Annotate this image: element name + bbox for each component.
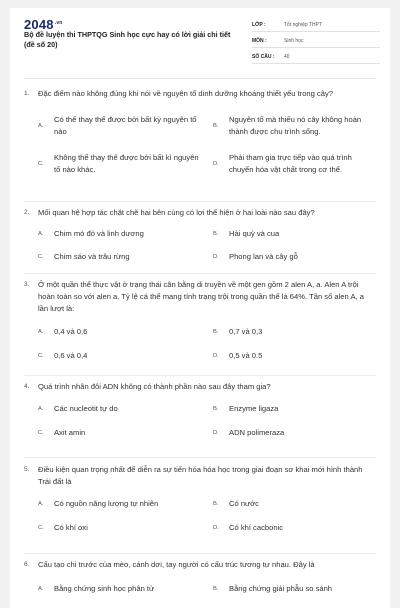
option-d[interactable]: D. 0,5 và 0.5 <box>213 351 263 360</box>
meta-grade <box>252 19 380 32</box>
site-logo[interactable]: $2048^{.vn}$ <box>24 17 63 32</box>
question-4 <box>24 381 376 439</box>
question-2 <box>24 207 376 263</box>
option-b[interactable]: B. 0,7 và 0,3 <box>213 327 263 336</box>
question-separator <box>24 553 376 554</box>
question-separator <box>24 201 376 202</box>
option-c[interactable]: C. Chim sáo và trâu rừng <box>38 252 130 261</box>
question-text: Điều kiện quan trọng nhất để diễn ra sự tiến hóa hóa học trong giai đoạn sơ khai mới hình thành Trái đất là <box>38 465 363 486</box>
meta-count-label: SỐ CÂU : <box>252 54 275 60</box>
question-3 <box>24 279 376 362</box>
option-c[interactable]: C. 0,6 và 0,4 <box>38 351 88 360</box>
option-a[interactable]: A. Chim mỏ đỏ và linh dương <box>38 229 144 238</box>
document-page <box>10 8 390 608</box>
option-c[interactable]: C. Không thể thay thế được bởi bất kì nguyên tố nào khác. <box>38 153 199 174</box>
option-a[interactable]: A. Bằng chứng sinh học phân tử <box>38 584 155 593</box>
meta-subject-value: Sinh học <box>284 38 304 44</box>
header-divider <box>24 78 376 79</box>
option-d[interactable]: D. Có khí cacbonic <box>213 523 284 532</box>
document-meta <box>252 19 380 67</box>
option-d[interactable]: D. ADN polimeraza <box>213 428 285 437</box>
option-a[interactable]: A. 0,4 và 0,6 <box>38 327 88 336</box>
meta-count <box>252 51 380 64</box>
meta-grade-label: LỚP : <box>252 22 266 28</box>
meta-grade-value: Tốt nghiệp THPT <box>284 22 322 28</box>
meta-count-value: 40 <box>284 54 290 60</box>
question-text: Ở một quần thể thực vật ở trạng thái cân bằng di truyền về một gen gồm 2 alen A, a. Alen A trội hoàn toàn so với alen a. Tỷ lệ cá thể mang tính trạng trội trong quần thể là 64%. Tần số alen A, a lần lượt là: <box>38 280 364 313</box>
question-5 <box>24 464 376 534</box>
question-number: 4. <box>24 383 30 390</box>
question-text: Cấu tạo chi trước của mèo, cánh dơi, tay người có cấu trúc tương tự nhau. Đây là <box>38 560 315 569</box>
option-a[interactable]: A. Có thể thay thế được bởi bất kỳ nguyên tố nào <box>38 115 197 136</box>
question-1 <box>24 88 376 176</box>
option-b[interactable]: B. Có nước <box>213 499 259 508</box>
meta-subject <box>252 35 380 48</box>
question-text: Mối quan hệ hợp tác chặt chẽ hai bên cùng có lợi thể hiện ở hai loài nào sau đây? <box>38 208 315 217</box>
option-b[interactable]: B. Hải quỳ và cua <box>213 229 280 238</box>
question-text: Quá trình nhân đôi ADN không có thành phần nào sau đây tham gia? <box>38 382 271 391</box>
meta-subject-label: MÔN : <box>252 38 267 44</box>
option-c[interactable]: C. Có khí oxi <box>38 523 88 532</box>
question-separator <box>24 273 376 274</box>
question-separator <box>24 375 376 376</box>
option-c[interactable]: C. Axit amin <box>38 428 86 437</box>
document-header <box>10 8 390 70</box>
option-d[interactable]: D. Phong lan và cây gỗ <box>213 252 298 261</box>
document-title: Bộ đề luyện thi THPTQG Sinh học cực hay có lời giải chi tiết (đề số 20) <box>24 30 231 49</box>
question-number: 2. <box>24 209 30 216</box>
question-number: 1. <box>24 90 30 97</box>
question-6 <box>24 559 376 595</box>
question-number: 5. <box>24 466 30 473</box>
option-b[interactable]: B. Bằng chứng giải phẫu so sánh <box>213 584 333 593</box>
option-b[interactable]: B. Nguyên tố mà thiếu nó cây không hoàn thành được chu trình sống. <box>213 115 362 136</box>
option-d[interactable]: D. Phải tham gia trực tiếp vào quá trình chuyển hóa vật chất trong cơ thể. <box>213 153 352 174</box>
option-a[interactable]: A. Các nucleotit tự do <box>38 404 118 413</box>
question-text: Đặc điểm nào không đúng khi nói về nguyên tố dinh dưỡng khoáng thiết yếu trong cây? <box>38 89 334 98</box>
question-separator <box>24 457 376 458</box>
option-a[interactable]: A. Có nguồn năng lượng tự nhiên <box>38 499 159 508</box>
option-b[interactable]: B. Enzyme ligaza <box>213 404 279 413</box>
question-number: 6. <box>24 561 30 568</box>
question-number: 3. <box>24 281 30 288</box>
